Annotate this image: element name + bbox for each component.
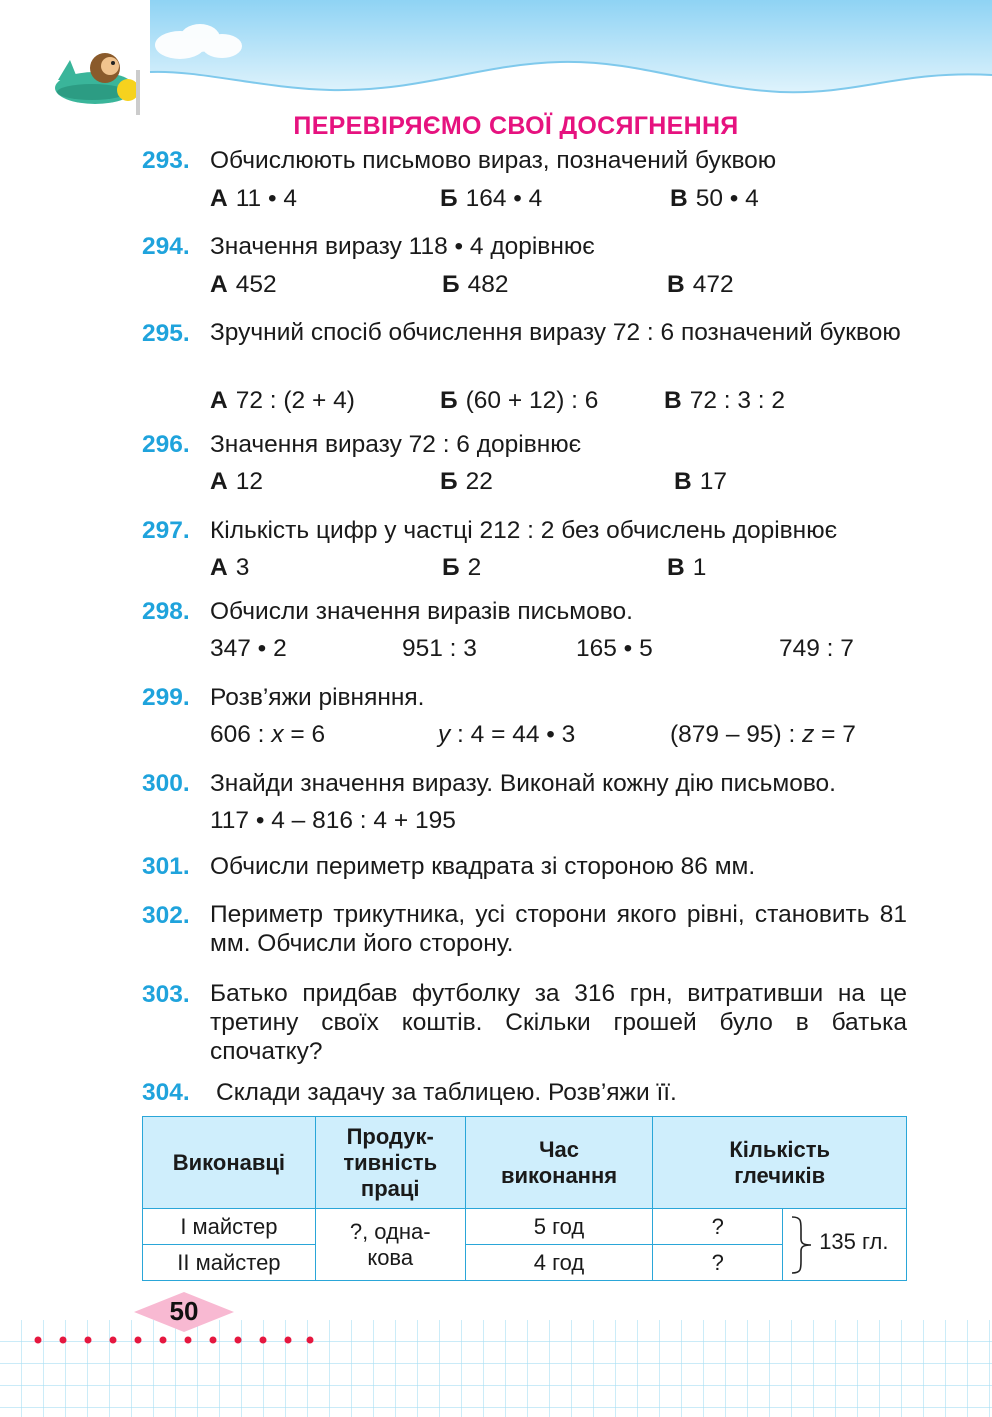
- task-text: Розв’яжи рівняння.: [210, 684, 425, 711]
- section-title: ПЕРЕВІРЯЄМО СВОЇ ДОСЯГНЕННЯ: [293, 112, 739, 140]
- option-b: Б 22: [440, 468, 493, 495]
- option-v: В 50 • 4: [670, 185, 759, 212]
- task-text: Знайди значення виразу. Виконай кожну дію письмово.: [210, 770, 836, 797]
- task-300: [142, 770, 836, 798]
- task-304: [142, 1079, 677, 1107]
- cell-time: 4 год: [465, 1245, 653, 1281]
- option-a: А 452: [210, 271, 277, 298]
- task-number: 299.: [142, 684, 190, 711]
- task-302-number: 302.: [142, 902, 190, 929]
- task-number: 294.: [142, 233, 190, 260]
- cell-performer: І майстер: [143, 1209, 316, 1245]
- task-number: 298.: [142, 598, 190, 625]
- task-298: [142, 598, 633, 626]
- option-b: Б 2: [442, 554, 482, 581]
- option-b: Б 482: [442, 271, 509, 298]
- task-293: [142, 147, 776, 175]
- task-303-number: 303.: [142, 981, 190, 1008]
- task-303-text: Батько придбав футболку за 316 грн, витративши на це третину своїх коштів. Скільки грошей було в батька спочатку?: [210, 980, 907, 1065]
- task-text: Кількість цифр у частці 212 : 2 без обчислень дорівнює: [210, 517, 838, 544]
- task-number: 300.: [142, 770, 190, 797]
- option-a: А 11 • 4: [210, 185, 297, 212]
- airplane-hedgehog-icon: [55, 53, 140, 115]
- cell-productivity: ?, однa- кова: [315, 1209, 465, 1281]
- task-294: [142, 233, 595, 261]
- task-299: [142, 684, 424, 712]
- task-296: [142, 431, 581, 459]
- graph-paper-decoration: [0, 1320, 992, 1417]
- task-text: Значення виразу 72 : 6 дорівнює: [210, 431, 582, 458]
- task-number: 297.: [142, 517, 190, 544]
- task-297: [142, 517, 837, 545]
- expression: 117 • 4 – 816 : 4 + 195: [210, 807, 456, 834]
- option-a: А 3: [210, 554, 250, 581]
- task-number: 301.: [142, 853, 190, 880]
- task-text: Обчислюють письмово вираз, позначений буквою: [210, 147, 777, 174]
- expression: 951 : 3: [402, 635, 477, 662]
- equation: y : 4 = 44 • 3: [438, 721, 576, 748]
- option-a: А 72 : (2 + 4): [210, 387, 355, 414]
- option-a: А 12: [210, 468, 263, 495]
- task-295-number: 295.: [142, 320, 190, 347]
- option-b: Б 164 • 4: [440, 185, 543, 212]
- total-value: 135 гл.: [819, 1229, 889, 1254]
- task-text: Обчисли периметр квадрата зі стороною 86 мм.: [210, 853, 756, 880]
- option-v: В 472: [667, 271, 734, 298]
- task-number: 296.: [142, 431, 190, 458]
- expression: 347 • 2: [210, 635, 287, 662]
- cell-count: ?: [653, 1245, 783, 1281]
- curly-brace-icon: [789, 1215, 815, 1275]
- equation: 606 : x = 6: [210, 721, 326, 748]
- task-text: Склади задачу за таблицею. Розв’яжи її.: [216, 1079, 677, 1106]
- equation: (879 – 95) : z = 7: [670, 721, 856, 748]
- task-301: [142, 853, 755, 881]
- expression: 165 • 5: [576, 635, 653, 662]
- task-302-text: Периметр трикутника, усі сторони якого рівні, становить 81 мм. Обчисли його сторону.: [210, 901, 907, 957]
- header-performers: Виконавці: [143, 1117, 316, 1209]
- task-text: Значення виразу 118 • 4 дорівнює: [210, 233, 595, 260]
- header-time: Час виконання: [465, 1117, 653, 1209]
- option-v: В 17: [674, 468, 727, 495]
- cell-count: ?: [653, 1209, 783, 1245]
- option-b: Б (60 + 12) : 6: [440, 387, 599, 414]
- page-number: 50: [169, 1296, 199, 1326]
- task-number: 304.: [142, 1079, 190, 1106]
- header-productivity: Продук- тивність праці: [315, 1117, 465, 1209]
- cell-total: [783, 1209, 907, 1281]
- task-number: 293.: [142, 147, 190, 174]
- cell-performer: ІІ майстер: [143, 1245, 316, 1281]
- option-v: В 1: [667, 554, 707, 581]
- expression: 749 : 7: [779, 635, 854, 662]
- header-count: Кількість глечиків: [653, 1117, 907, 1209]
- task-table: [142, 1116, 907, 1281]
- cell-time: 5 год: [465, 1209, 653, 1245]
- task-text: Обчисли значення виразів письмово.: [210, 598, 633, 625]
- task-295-text: Зручний спосіб обчислення виразу 72 : 6 позначений буквою: [210, 319, 901, 346]
- option-v: В 72 : 3 : 2: [664, 387, 786, 414]
